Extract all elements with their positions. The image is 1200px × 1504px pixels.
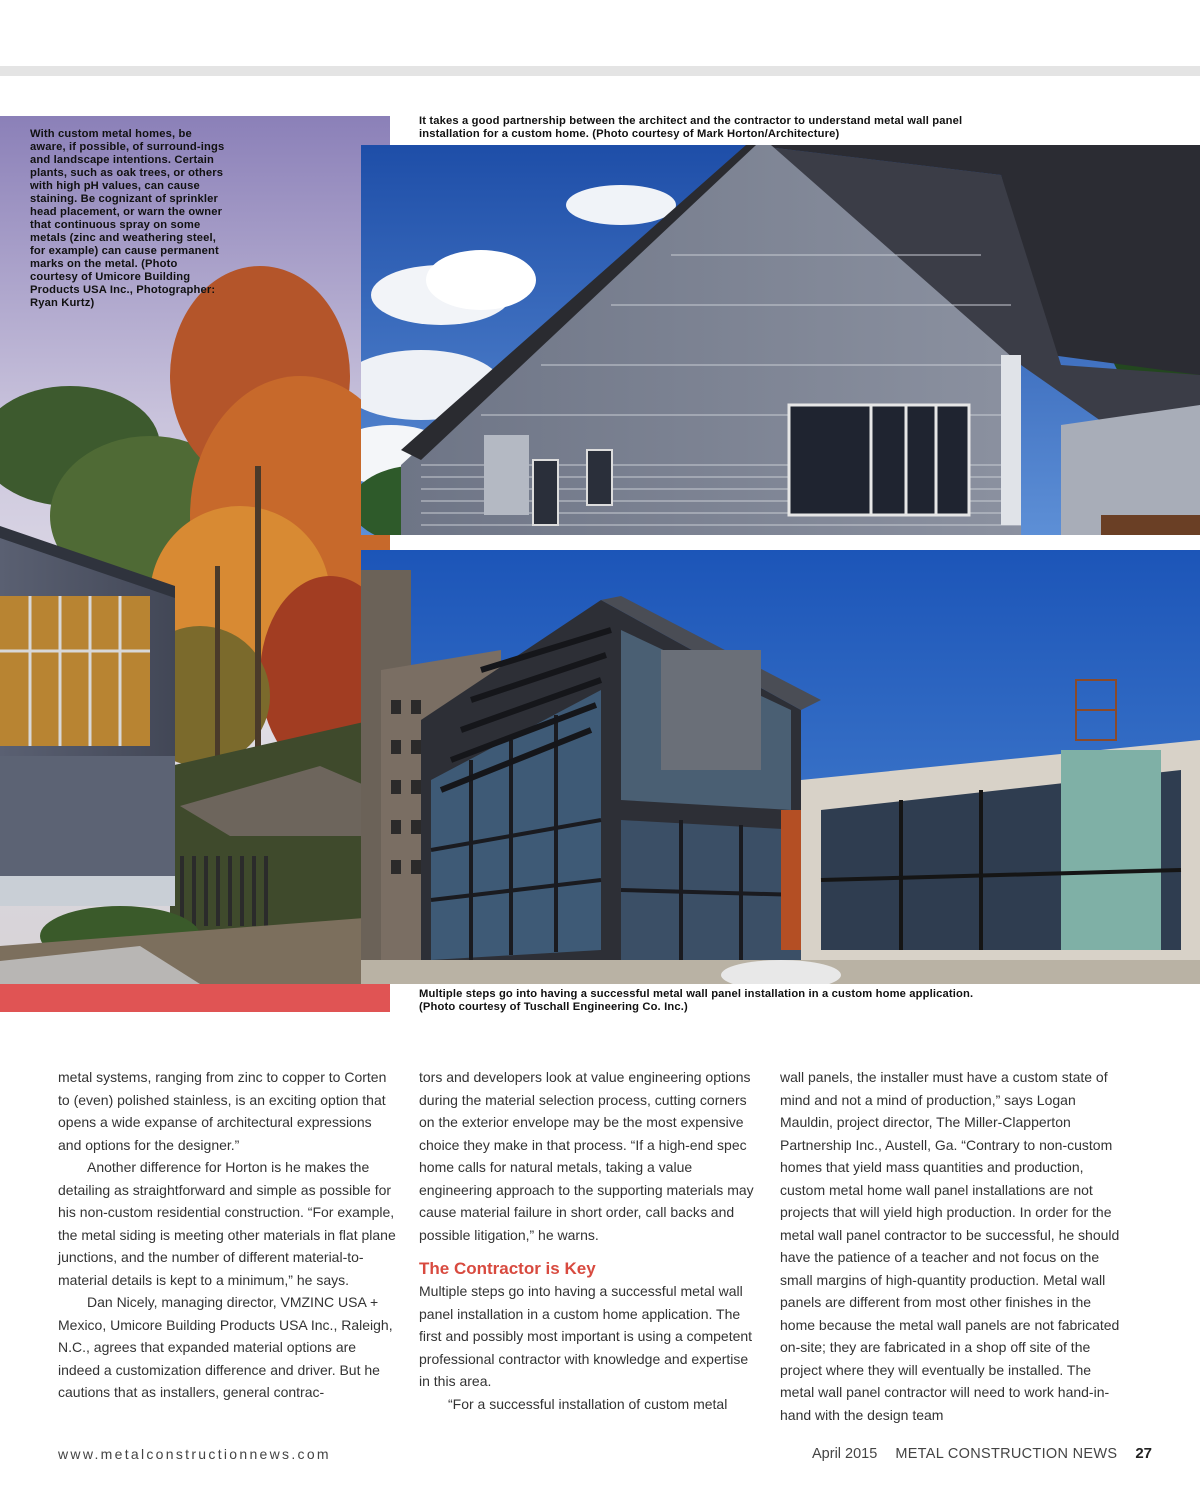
article-column-2 <box>419 1066 754 1415</box>
paragraph: Another difference for Horton is he makes the detailing as straightforward and simple as possible for his non-custom residential construction. “For example, the metal siding is meeting other materials in flat plane junctions, and the number of different material-to-material details is kept to a minimum,” he says. <box>58 1159 396 1288</box>
paragraph: wall panels, the installer must have a custom state of mind and not a mind of production,” says Logan Mauldin, project director, The Miller-Clapperton Partnership Inc., Austell, Ga. “Contrary to non-custom homes that yield mass quantities and production, custom metal home wall panel installations are not projects that will yield high production. In order for the metal wall panel contractor to be successful, he should have the patience of a teacher and not focus on the small margins of high-quantity production. Metal wall panels are different from most other finishes in the home because the metal wall panels are not fabricated on-site; they are fabricated in a shop off site of the project where they will eventually be installed. The metal wall panel contractor will need to work hand-in-hand with the design team <box>780 1069 1120 1423</box>
paragraph: “For a successful installation of custom metal <box>448 1395 728 1412</box>
top-divider-bar <box>0 66 1200 76</box>
footer-date: April 2015 <box>812 1446 878 1462</box>
section-heading: The Contractor is Key <box>419 1259 596 1278</box>
photo-glass-steel-house <box>361 550 1200 984</box>
footer-folio <box>812 1445 1152 1462</box>
paragraph: Dan Nicely, managing director, VMZINC USA + Mexico, Umicore Building Products USA Inc., Raleigh, N.C., agrees that expanded material options are indeed a customization difference and driver. But he cautions that as installers, general contrac- <box>58 1294 393 1400</box>
caption-top-photo: It takes a good partnership between the architect and the contractor to understand metal wall panel installation for a custom home. (Photo courtesy of Mark Horton/Architecture) <box>419 115 963 140</box>
caption-left-photo: With custom metal homes, be aware, if possible, of surround-ings and landscape intentions. Certain plants, such as oak trees, or others with high pH values, can cause staining. Be cognizant of sprinkler head placement, or warn the owner that continuous spray on some metals (zinc and weathering steel, for example) can cause permanent marks on the metal. (Photo courtesy of Umicore Building Products USA Inc., Photographer: Ryan Kurtz) <box>30 128 225 309</box>
paragraph: metal systems, ranging from zinc to copper to Corten to (even) polished stainless, is an exciting option that opens a wide expanse of architectural expressions and options for the designer.” <box>58 1069 387 1153</box>
page-number: 27 <box>1135 1445 1152 1462</box>
footer-magazine-name: METAL CONSTRUCTION NEWS <box>895 1446 1118 1462</box>
photo-metal-wall-panel-house <box>361 145 1200 535</box>
paragraph: tors and developers look at value engineering options during the material selection process, cutting corners on the exterior envelope may be the most expensive choice they make in that process. “If a high-end spec home calls for natural metals, taking a value engineering approach to the supporting materials may cause material failure in short order, call backs and possible litigation,” he warns. <box>419 1069 754 1243</box>
accent-red-bar <box>0 984 390 1012</box>
footer-website-url: www.metalconstructionnews.com <box>58 1446 331 1462</box>
article-column-1 <box>58 1066 398 1404</box>
caption-bottom-photo: Multiple steps go into having a successful metal wall panel installation in a custom home application. (Photo courtesy of Tuschall Engineering Co. Inc.) <box>419 988 974 1013</box>
paragraph: Multiple steps go into having a successful metal wall panel installation in a custom home application. The first and possibly most important is using a competent professional contractor with knowledge and expertise in this area. <box>419 1283 753 1389</box>
article-column-3 <box>780 1066 1120 1426</box>
